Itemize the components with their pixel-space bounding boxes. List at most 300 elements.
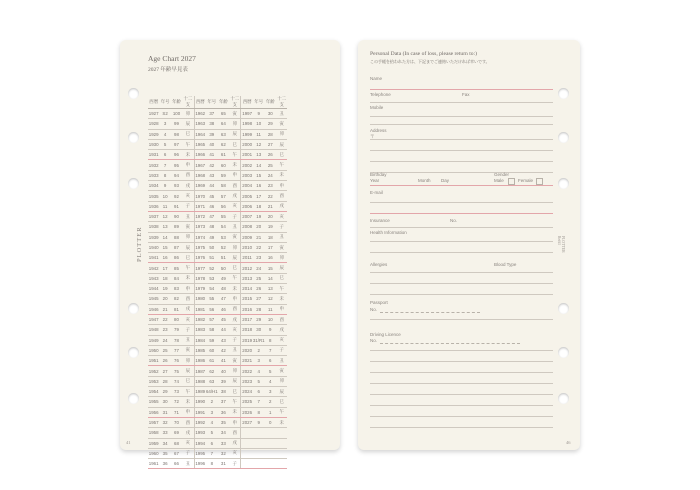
age-chart-cell: 67 (171, 448, 182, 458)
age-chart-cell: 27 (265, 139, 276, 149)
age-chart-cell: 1974 (194, 232, 206, 242)
telephone-line (370, 102, 553, 103)
birthday-label: Birthday (370, 172, 387, 177)
age-chart-row (148, 181, 287, 191)
age-chart-cell: 丑 (276, 356, 287, 366)
age-chart-cell: 巳 (276, 150, 287, 160)
age-chart-cell: 卯 (229, 242, 241, 252)
age-chart-cell: 94 (171, 170, 182, 180)
notes-line-8 (370, 427, 553, 428)
day-label: Day (441, 178, 450, 183)
age-chart-cell: 22 (253, 242, 265, 252)
mobile-line (370, 116, 553, 117)
age-chart-cell: 卯 (182, 109, 194, 119)
age-chart-cell: 52 (206, 263, 218, 273)
male-checkbox[interactable] (508, 178, 515, 185)
age-chart-cell (265, 448, 276, 458)
passport-number-field[interactable] (380, 312, 480, 313)
license-number-field[interactable] (380, 343, 520, 344)
age-chart-row (148, 335, 287, 345)
age-chart-cell: 79 (171, 325, 182, 335)
age-chart-cell: 未 (276, 417, 287, 427)
insurance-label: Insurance (370, 218, 390, 223)
age-chart-cell: 29 (265, 119, 276, 129)
age-chart-header: 西暦 (148, 96, 159, 109)
gender-label: Gender (494, 172, 510, 177)
age-chart-cell: 子 (229, 459, 241, 469)
age-chart-row (148, 119, 287, 129)
age-chart-cell: 2 (206, 397, 218, 407)
age-chart-cell: 10 (159, 191, 170, 201)
age-chart-cell: 44 (218, 325, 229, 335)
age-chart-cell: 申 (182, 284, 194, 294)
age-chart-cell: 2009 (241, 232, 253, 242)
email-label: E-mail (370, 190, 383, 195)
age-chart-cell: 2006 (241, 201, 253, 211)
age-chart-cell: 23 (265, 181, 276, 191)
left-page-number: 41 (126, 440, 131, 445)
age-chart-cell: 17 (253, 191, 265, 201)
age-chart-cell: 8 (159, 170, 170, 180)
age-chart-cell: 酉 (276, 314, 287, 324)
age-chart-cell: 16 (159, 253, 170, 263)
age-chart-cell: 42 (218, 345, 229, 355)
age-chart-cell: 1944 (148, 284, 159, 294)
age-chart-cell: 1986 (194, 356, 206, 366)
age-chart-cell: 21 (253, 232, 265, 242)
age-chart-cell: 子 (229, 335, 241, 345)
age-chart-cell: 未 (276, 170, 287, 180)
left-planner-page (120, 40, 340, 467)
age-chart-row (148, 428, 287, 438)
binder-hole (128, 393, 139, 404)
age-chart-cell: 未 (229, 407, 241, 417)
age-chart-cell: 92 (171, 191, 182, 201)
age-chart-cell: 申 (229, 294, 241, 304)
age-chart-cell: 申 (276, 304, 287, 314)
male-label: Male (494, 178, 504, 183)
age-chart-cell: 1927 (148, 109, 159, 119)
age-chart-cell: 30 (159, 397, 170, 407)
age-chart-cell: 23 (159, 325, 170, 335)
age-chart-cell: 11 (159, 201, 170, 211)
age-chart-row (148, 304, 287, 314)
age-chart-cell: 9 (265, 325, 276, 335)
age-chart-cell: 30 (265, 109, 276, 119)
age-chart-cell: 1929 (148, 129, 159, 139)
age-chart-cell: 19 (265, 222, 276, 232)
age-chart-cell: 73 (171, 387, 182, 397)
age-chart-cell: 58 (218, 181, 229, 191)
age-chart-cell: 丑 (276, 109, 287, 119)
age-chart-cell: 1977 (194, 263, 206, 273)
age-chart-cell: 13 (159, 222, 170, 232)
age-chart-cell: 100 (171, 109, 182, 119)
age-chart-cell: 1941 (148, 253, 159, 263)
age-chart-cell: 41 (218, 356, 229, 366)
age-chart-row (148, 284, 287, 294)
age-chart-cell: 2026 (241, 407, 253, 417)
age-chart-cell: 午 (182, 387, 194, 397)
age-chart-cell: 寅 (229, 356, 241, 366)
age-chart-cell: 巳 (229, 263, 241, 273)
age-chart-cell: 95 (171, 160, 182, 170)
age-chart-cell: 1992 (194, 417, 206, 427)
age-chart-cell: 丑 (229, 345, 241, 355)
age-chart-cell: 12 (265, 294, 276, 304)
age-chart-cell: 27 (253, 294, 265, 304)
age-chart-row (148, 459, 287, 469)
email-line-2 (370, 213, 553, 214)
age-chart-cell: 5 (159, 139, 170, 149)
age-chart-cell: 5 (265, 366, 276, 376)
age-chart-cell: 1938 (148, 222, 159, 232)
allergies-label: Allergies (370, 262, 388, 267)
age-chart-header: 西暦 (194, 96, 206, 109)
age-chart-cell: 2027 (241, 417, 253, 427)
age-chart-cell: 1934 (148, 181, 159, 191)
age-chart-cell: 未 (229, 160, 241, 170)
age-chart-cell: 31 (218, 459, 229, 469)
age-chart-cell: 巳 (229, 387, 241, 397)
telephone-label: Telephone (370, 92, 391, 97)
female-checkbox[interactable] (536, 178, 543, 185)
age-chart-row (148, 191, 287, 201)
binder-hole (128, 347, 139, 358)
notes-line-3 (370, 372, 553, 373)
age-chart-cell: 86 (171, 253, 182, 263)
female-label: Female (518, 178, 534, 183)
age-chart-cell: 辰 (182, 119, 194, 129)
notes-line-1 (370, 350, 553, 351)
age-chart-cell: 14 (265, 273, 276, 283)
age-chart-cell: 1958 (148, 428, 159, 438)
age-chart-cell: 2008 (241, 222, 253, 232)
age-chart-cell: 1993 (194, 428, 206, 438)
age-chart-cell: 17 (159, 263, 170, 273)
age-chart-cell: 寅 (276, 119, 287, 129)
age-chart-cell: 1984 (194, 335, 206, 345)
age-chart-cell: 巳 (182, 253, 194, 263)
age-chart-cell: 16 (265, 253, 276, 263)
age-chart-cell: 77 (171, 345, 182, 355)
age-chart-cell: 84 (171, 273, 182, 283)
age-chart-cell: 31 (159, 407, 170, 417)
age-chart-cell: 1935 (148, 191, 159, 201)
age-chart-cell: 申 (276, 181, 287, 191)
age-chart-cell: 25 (253, 273, 265, 283)
age-chart-row (148, 387, 287, 397)
age-chart-cell: 18 (159, 273, 170, 283)
age-chart-cell: 37 (206, 109, 218, 119)
age-chart-row (148, 201, 287, 211)
age-chart-cell: 子 (182, 448, 194, 458)
age-chart-row (148, 150, 287, 160)
age-chart-row (148, 253, 287, 263)
age-chart-cell: 2000 (241, 139, 253, 149)
age-chart-header: 年号 (253, 96, 265, 109)
age-chart-cell: 32 (218, 448, 229, 458)
age-chart-cell: 25 (265, 160, 276, 170)
age-chart-cell: 52 (218, 242, 229, 252)
age-chart-cell: 1972 (194, 211, 206, 221)
age-chart-cell: 1987 (194, 366, 206, 376)
age-chart-cell: 申 (182, 407, 194, 417)
age-chart-cell: 1969 (194, 181, 206, 191)
age-chart-cell: 78 (171, 335, 182, 345)
age-chart-cell: 1937 (148, 211, 159, 221)
age-chart-cell: 83 (171, 284, 182, 294)
age-chart-cell: 55 (206, 294, 218, 304)
age-chart-cell: 1957 (148, 417, 159, 427)
age-chart-cell: 未 (229, 284, 241, 294)
blood-type-label: Blood Type (494, 262, 517, 267)
age-chart-cell: 8 (265, 335, 276, 345)
age-chart-cell: 11 (253, 129, 265, 139)
age-chart-cell: 18 (265, 232, 276, 242)
age-chart-cell: 90 (171, 211, 182, 221)
age-chart-cell: 巳 (276, 273, 287, 283)
age-chart-header: 十二支 (183, 96, 193, 107)
age-chart-cell (265, 459, 276, 469)
age-chart-cell: 41 (206, 150, 218, 160)
age-chart-cell: 24 (265, 170, 276, 180)
age-chart-cell: 72 (171, 397, 182, 407)
age-chart-cell: 2011 (241, 253, 253, 263)
age-chart-cell: 45 (206, 191, 218, 201)
age-chart-cell: 54 (206, 284, 218, 294)
age-chart-cell: 辰 (229, 376, 241, 386)
age-chart-cell: 55 (218, 211, 229, 221)
age-chart-cell: 3 (265, 387, 276, 397)
age-chart-cell: 亥 (229, 201, 241, 211)
age-chart-cell: 29 (159, 387, 170, 397)
age-chart-cell: 64 (218, 119, 229, 129)
age-chart-cell: 2024 (241, 387, 253, 397)
age-chart-cell (241, 459, 253, 469)
binder-hole (558, 393, 569, 404)
age-chart-header: 年齢 (265, 96, 276, 109)
age-chart-cell: 亥 (276, 335, 287, 345)
age-chart-cell: 57 (218, 191, 229, 201)
age-chart-row (148, 294, 287, 304)
age-chart-cell: 24 (159, 335, 170, 345)
allergies-line-3 (370, 294, 553, 295)
age-chart-cell: 4 (253, 366, 265, 376)
insurance-no-label: No. (450, 218, 458, 223)
age-chart-cell: 20 (265, 211, 276, 221)
age-chart-cell: 1942 (148, 263, 159, 273)
age-chart-cell: 63 (218, 129, 229, 139)
right-page-number: 46 (566, 440, 571, 445)
age-chart-cell: 34 (218, 428, 229, 438)
age-chart-cell: 酉 (229, 181, 241, 191)
age-chart-cell: 2021 (241, 356, 253, 366)
age-chart-cell (241, 438, 253, 448)
age-chart-cell: 卯 (229, 366, 241, 376)
binder-hole (558, 347, 569, 358)
age-chart-cell: 丑 (182, 459, 194, 469)
age-chart-cell: 1931 (148, 150, 159, 160)
age-chart-cell: 9 (159, 181, 170, 191)
age-chart-cell: 1933 (148, 170, 159, 180)
age-chart-cell: 33 (218, 438, 229, 448)
age-chart-cell: 1930 (148, 139, 159, 149)
age-chart-cell: 5 (206, 428, 218, 438)
age-chart-cell: 辰 (229, 253, 241, 263)
name-label: Name (370, 76, 383, 81)
age-chart-cell: 未 (182, 150, 194, 160)
notes-line-5 (370, 394, 553, 395)
age-chart-cell (241, 428, 253, 438)
age-chart-cell (265, 438, 276, 448)
personal-data-subtitle: この手帳を拾われた方は、下記までご連絡いただければ幸いです。 (370, 59, 490, 64)
age-chart-cell: 亥 (182, 191, 194, 201)
age-chart-cell: 15 (253, 170, 265, 180)
age-chart-cell: 2014 (241, 284, 253, 294)
age-chart-cell: 2020 (241, 345, 253, 355)
age-chart-cell: 1971 (194, 201, 206, 211)
age-chart-cell: 75 (171, 366, 182, 376)
age-chart-cell: 1952 (148, 366, 159, 376)
age-chart-cell: 戌 (229, 438, 241, 448)
age-chart-cell: 1988 (194, 376, 206, 386)
age-chart-cell: 16 (253, 181, 265, 191)
age-chart-cell: 未 (182, 273, 194, 283)
age-chart-cell: 21 (159, 304, 170, 314)
age-chart-cell: 10 (265, 314, 276, 324)
age-chart-cell: 26 (265, 150, 276, 160)
age-chart-cell: 辰 (229, 129, 241, 139)
age-chart-cell: 辰 (182, 366, 194, 376)
age-chart-cell: 1945 (148, 294, 159, 304)
year-label: Year (370, 178, 380, 183)
health-label: Health Information (370, 230, 407, 235)
age-chart-cell: 56 (206, 304, 218, 314)
age-chart-cell: 1954 (148, 387, 159, 397)
age-chart-cell: 91 (171, 201, 182, 211)
notes-line-4 (370, 383, 553, 384)
age-chart-cell: 戌 (182, 304, 194, 314)
age-chart-cell: 58 (206, 325, 218, 335)
age-chart-cell: 未 (182, 397, 194, 407)
age-chart-row (148, 263, 287, 273)
age-chart-cell: 丑 (182, 335, 194, 345)
age-chart-cell: 丑 (182, 211, 194, 221)
age-chart-cell: 19 (253, 211, 265, 221)
age-chart-header: 年齢 (171, 96, 182, 109)
age-chart-cell: 38 (218, 387, 229, 397)
age-chart-cell: 卯 (182, 232, 194, 242)
address-line-3 (370, 161, 553, 162)
age-chart-cell: 28 (253, 304, 265, 314)
age-chart-cell: 2004 (241, 181, 253, 191)
age-chart-cell: 64/H1 (206, 387, 218, 397)
age-chart-row (148, 222, 287, 232)
age-chart-row (148, 273, 287, 283)
age-chart-cell: 1939 (148, 232, 159, 242)
age-chart-cell: 午 (276, 284, 287, 294)
age-chart-cell: 13 (253, 150, 265, 160)
age-chart-cell: 61 (206, 356, 218, 366)
age-chart-cell: 亥 (229, 325, 241, 335)
age-chart-row (148, 129, 287, 139)
age-chart-cell: 午 (276, 407, 287, 417)
age-chart-cell: 2016 (241, 304, 253, 314)
age-chart-cell: 巳 (182, 376, 194, 386)
age-chart-cell: 1961 (148, 459, 159, 469)
age-chart-cell: 63 (206, 376, 218, 386)
age-chart-cell: 32 (159, 417, 170, 427)
age-chart-cell: 96 (171, 150, 182, 160)
age-chart-cell: S2 (159, 109, 170, 119)
age-chart-cell: 1985 (194, 345, 206, 355)
age-chart-cell: 1936 (148, 201, 159, 211)
binder-hole (558, 303, 569, 314)
age-chart-row (148, 314, 287, 324)
age-chart-cell: 98 (171, 129, 182, 139)
age-chart-cell: 1948 (148, 325, 159, 335)
address-line-4 (370, 172, 553, 173)
age-chart-cell: 卯 (276, 253, 287, 263)
age-chart-cell: 22 (265, 191, 276, 201)
age-chart-cell: 39 (206, 129, 218, 139)
age-chart-cell: 53 (206, 273, 218, 283)
age-chart-cell: 寅 (229, 109, 241, 119)
age-chart-cell: 午 (229, 150, 241, 160)
age-chart-cell: 85 (171, 263, 182, 273)
age-chart-table (148, 96, 287, 469)
passport-label: Passport (370, 300, 388, 305)
passport-no-label: No. (370, 307, 378, 312)
age-chart-header: 十二支 (277, 96, 287, 107)
age-chart-cell: 1 (265, 407, 276, 417)
age-chart-cell: 60 (218, 160, 229, 170)
age-chart-cell: 39 (218, 376, 229, 386)
age-chart-cell: 1950 (148, 345, 159, 355)
age-chart-cell: 74 (171, 376, 182, 386)
age-chart-cell: 子 (182, 201, 194, 211)
age-chart-cell: 酉 (229, 304, 241, 314)
age-chart-cell: 62 (218, 139, 229, 149)
age-chart-cell: 60 (206, 345, 218, 355)
age-chart-cell: 26 (159, 356, 170, 366)
age-chart-cell: 47 (206, 211, 218, 221)
age-chart-cell: 子 (276, 222, 287, 232)
age-chart-cell: 36 (159, 459, 170, 469)
age-chart-row (148, 407, 287, 417)
age-chart-cell: 99 (171, 119, 182, 129)
right-planner-page (358, 40, 580, 450)
address-line-1 (370, 139, 553, 140)
address-label: Address (370, 128, 387, 133)
age-chart-subtitle: 2027 年齢早見表 (148, 67, 188, 73)
age-chart-cell: 戌 (229, 191, 241, 201)
age-chart-cell: 巳 (229, 139, 241, 149)
allergies-line-1 (370, 272, 553, 273)
age-chart-row (148, 242, 287, 252)
age-chart-cell: 1983 (194, 325, 206, 335)
age-chart-cell: 1982 (194, 314, 206, 324)
age-chart-cell: 辰 (276, 139, 287, 149)
notes-line-2 (370, 361, 553, 362)
binder-hole (558, 88, 569, 99)
address-line-2 (370, 150, 553, 151)
age-chart-cell: 申 (182, 160, 194, 170)
age-chart-cell: 辰 (276, 263, 287, 273)
age-chart-cell: 戌 (182, 428, 194, 438)
age-chart-cell: 6 (159, 150, 170, 160)
